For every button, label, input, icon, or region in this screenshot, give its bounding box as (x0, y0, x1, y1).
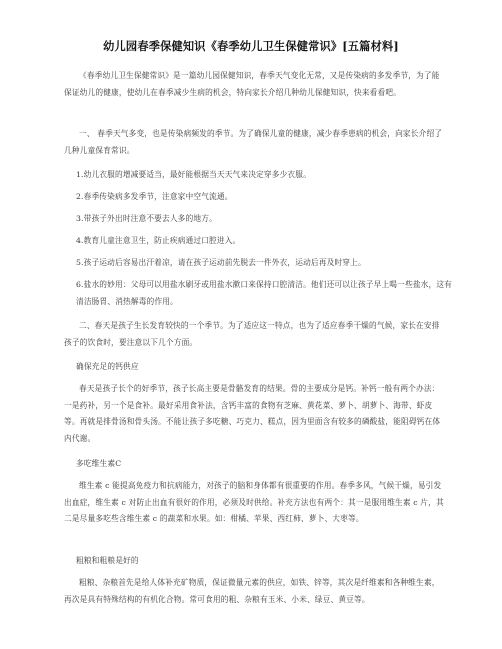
subheading-grains: 粗粮和粗粮是好的 (76, 556, 139, 565)
intro-paragraph: 《春季幼儿卫生保健常识》是一篇幼儿园保健知识，春季天气变化无常，又是传染病的多发季节，为了能保证幼儿的健康，使幼儿在春季减少生病的机会，特向家长介绍几种幼儿保健知识，快来看看吧。 (64, 71, 440, 97)
list-item: 6.盐水的妙用：父母可以用盐水刷牙或用盐水漱口来保持口腔清洁。他们还可以让孩子早上喝一些盐水，这有清洁肠胃、消热解毒的作用。 (76, 280, 453, 306)
document-title: 幼儿园春季保健知识《春季幼儿卫生保健常识》[五篇材料] (103, 39, 399, 53)
list-item: 5.孩子运动后容易出汗着凉，请在孩子运动前先脱去一件外衣，运动后再及时穿上。 (76, 258, 366, 267)
subheading-vitamin-c: 多吃维生素C (76, 459, 122, 468)
list-item: 4.教育儿童注意卫生，防止疾病通过口腔进入。 (76, 236, 241, 245)
list-item: 3.带孩子外出时注意不要去人多的地方。 (76, 214, 217, 223)
list-item: 2.春季传染病多发季节，注意家中空气流通。 (76, 192, 233, 201)
section-one-paragraph: 一、 春季天气多变，也是传染病频发的季节。为了确保儿童的健康，减少春季患病的机会，向家长介绍了几种儿童保育常识。 (64, 129, 443, 155)
list-item: 1.幼儿衣服的增减要适当，最好能根据当天天气来决定穿多少衣服。 (76, 170, 311, 179)
calcium-paragraph: 春天是孩子长个的好季节，孩子长高主要是骨骼发育的结果。骨的主要成分是钙。补钙一般有两个办法：一是药补，另一个是食补。最好采用食补法，含钙丰富的食物有芝麻、黄花菜、萝卜、胡萝卜、海带、虾皮等。再就是排骨汤和骨头汤。不能让孩子多吃糖、巧克力、糕点，因为里面含有较多的磷酸盐，能阻碍钙在体内代谢。 (64, 384, 441, 443)
section-two-paragraph: 二、春天是孩子生长发育较快的一个季节。为了适应这一特点，也为了适应春季干燥的气候，家长在安排孩子的饮食时，要注意以下几个方面。 (64, 321, 440, 347)
subheading-calcium: 确保充足的钙供应 (76, 362, 139, 371)
vitamin-c-paragraph: 维生素 c 能提高免疫力和抗病能力，对孩子的脑和身体都有很重要的作用。春季多风，气候干燥，易引发出血症，维生素 c 对防止出血有很好的作用，必须及时供给。补充方法也有两个：其一是服用维生素 c 片，其二是尽量多吃些含维生素 c 的蔬菜和水果。如：柑橘、苹果、西红柿、萝卜、大枣等。 (64, 481, 444, 523)
grains-paragraph: 粗粮、杂粮首先是给人体补充矿物质，保证微量元素的供应，如铁、锌等，其次是纤维素和各种维生素，再次是具有特殊结构的有机化合物。常可食用的粗、杂粮有玉米、小米、绿豆、黄豆等。 (64, 578, 440, 604)
